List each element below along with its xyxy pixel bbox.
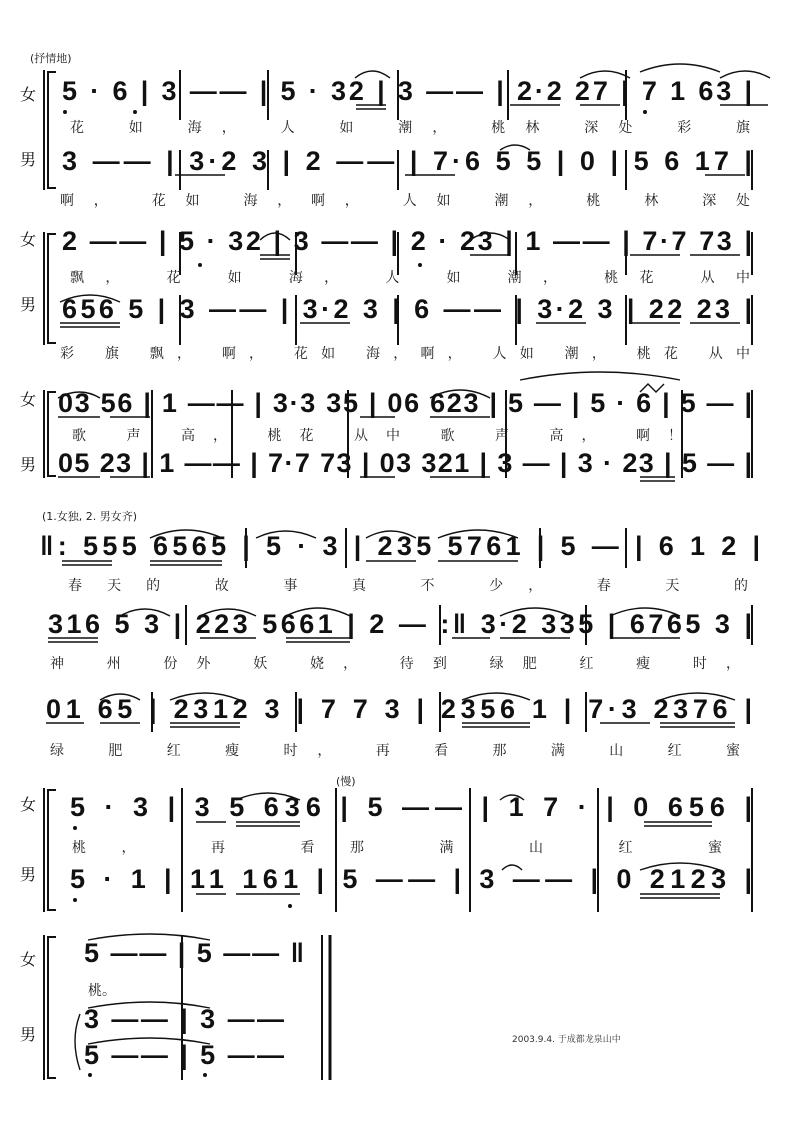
- male-notes-row4: 5 · 1 | 11 161 | 5 —— | 3 —— | 0 2123 |: [70, 864, 753, 894]
- unison-notes-1: ‖: 555 6565 | 5 · 3 | 235 5761 | 5 — | 6 1 2 |: [40, 531, 760, 561]
- female-lyric-row4: 桃， 再 看那 满 山 红 蜜: [72, 840, 722, 856]
- system-1: [20, 64, 770, 209]
- female-lyric-row2: 飘， 花 如 海， 人 如 潮， 桃花 从中: [70, 270, 751, 286]
- system-3: [20, 372, 752, 481]
- system-2: [20, 226, 752, 362]
- male-notes-row3: 05 23 | 1 —— | 7·7 73 | 03 321 | 3 — | 3 · 23 | 5 — |: [58, 448, 752, 478]
- voice-label-male-5: 男: [20, 1025, 37, 1044]
- male-notes-row2: 656 5 | 3 —— | 3·2 3 | 6 —— | 3·2 3 | 22 23 |: [62, 294, 752, 324]
- unison-line-3: [46, 692, 752, 759]
- repeat-annotation: (1.女独, 2. 男女齐): [42, 510, 138, 523]
- slow-marking: (慢): [336, 775, 356, 788]
- voice-label-female-4: 女: [20, 795, 37, 814]
- male-lyric-row1: 啊， 花如 海，啊， 人如 潮， 桃 林 深处: [60, 193, 751, 209]
- female-notes-row2: 2 —— | 5 · 32 | 3 —— | 2 · 23 | 1 —— | 7·7 73 |: [62, 226, 753, 256]
- date-signature: 2003.9.4. 于成都龙泉山中: [512, 1035, 621, 1045]
- voice-label-male: 男: [20, 150, 37, 169]
- unison-lyric-1: 春天的 故 事 真 不 少， 春 天 的: [68, 578, 748, 594]
- male-notes-lower-row5: 5 —— | 5 ——: [84, 1040, 284, 1070]
- male-notes-upper-row5: 3 —— | 3 ——: [84, 1004, 284, 1034]
- voice-label-male-4: 男: [20, 865, 37, 884]
- female-notes-row1: 5 · 6 | 3 —— | 5 · 32 | 3 —— | 2·2 27 | 7 1 63 |: [62, 76, 752, 106]
- tempo-marking: (抒情地): [30, 52, 72, 65]
- voice-label-female-3: 女: [20, 390, 37, 409]
- male-lyric-row2: 彩 旗 飘， 啊， 花如 海，啊， 人如 潮， 桃花 从中: [60, 346, 750, 362]
- female-lyric-row3: 歌 声 高， 桃花 从中 歌 声 高， 啊！: [72, 428, 682, 444]
- female-lyric-row5: 桃。: [88, 983, 116, 999]
- female-notes-row5: 5 —— | 5 —— ‖: [84, 938, 304, 968]
- male-notes-row1: 3 —— | 3·2 3 | 2 —— | 7·6 5 5 | 0 | 5 6 17 |: [62, 146, 752, 176]
- system-5: [20, 934, 330, 1080]
- voice-label-male-3: 男: [20, 455, 37, 474]
- system-4: [20, 788, 752, 912]
- voice-label-male-2: 男: [20, 295, 37, 314]
- unison-notes-3: 01 65 | 2312 3 | 7 7 3 | 2356 1 | 7·3 2376 |: [46, 694, 753, 724]
- female-lyric-row1: 花 如 海， 人 如 潮， 桃林 深处 彩 旗: [70, 120, 750, 136]
- unison-line-2: [48, 605, 752, 672]
- female-notes-row4: 5 · 3 | 3 5 636 | 5 —— | 1 7 · | 0 656 |: [70, 792, 753, 822]
- voice-label-female-5: 女: [20, 950, 37, 969]
- female-notes-row3: 03 56 | 1 —— | 3·3 35 | 06 623 | 5 — | 5 · 6 | 5 — |: [58, 388, 752, 418]
- unison-lyric-2: 神 州 份外 妖 娆， 待到 绿肥 红 瘦 时，: [50, 656, 741, 672]
- voice-label-female: 女: [20, 85, 37, 104]
- unison-notes-2: 316 5 3 | 223 5661 | 2 — :‖ 3·2 335 | 6765 3 |: [48, 609, 752, 639]
- voice-label-female-2: 女: [20, 230, 37, 249]
- unison-lyric-3: 绿 肥 红 瘦 时， 再 看 那 满 山 红 蜜: [50, 743, 741, 759]
- unison-line-1: [40, 528, 760, 594]
